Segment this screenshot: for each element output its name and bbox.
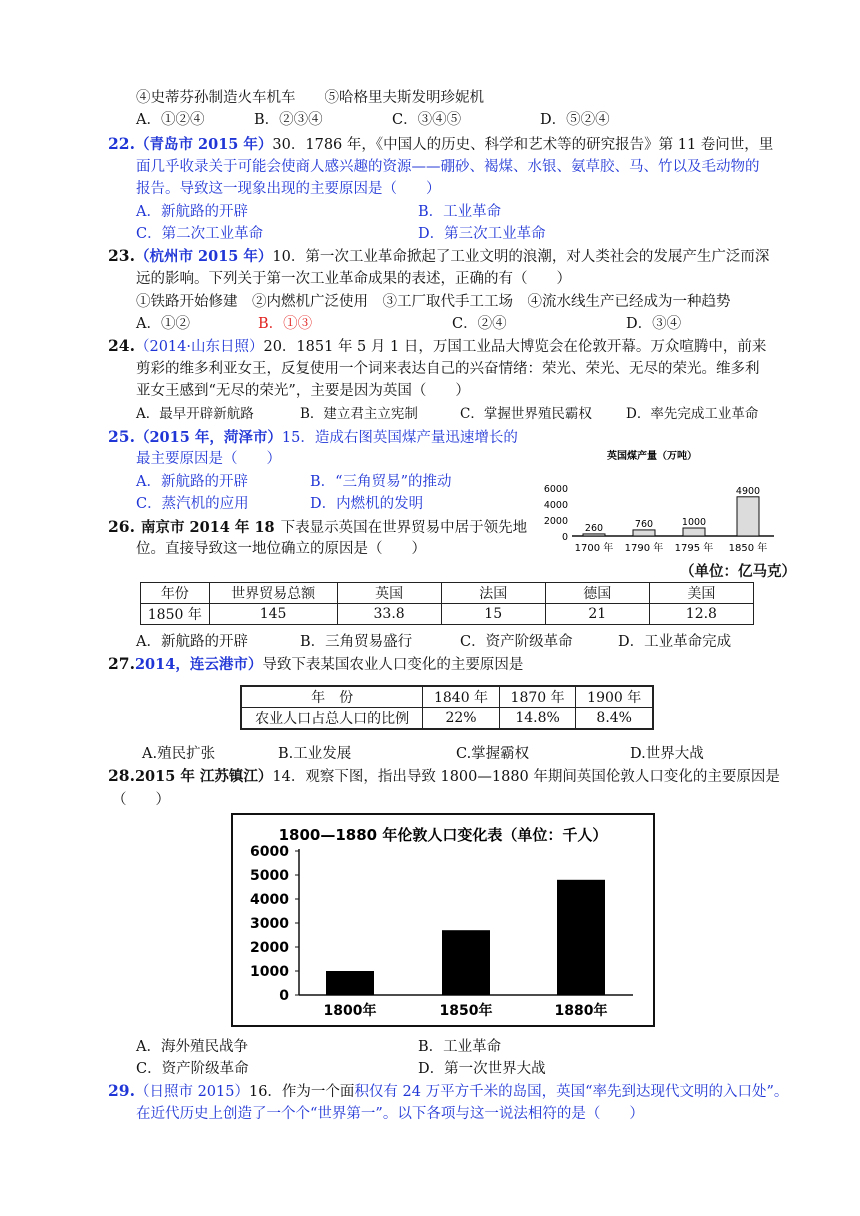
coal-chart: [532, 446, 782, 558]
table-cell: 15: [441, 604, 545, 625]
london-y-tick-label: 4000: [250, 892, 289, 908]
coal-bar: [633, 530, 655, 536]
table-header-cell: 美国: [649, 583, 753, 604]
q21-option-b[interactable]: B．②③④: [254, 112, 323, 128]
london-x-tick-label: 1880年: [554, 1003, 608, 1019]
table-header-cell: 德国: [545, 583, 649, 604]
q29-stem-line1: [108, 1081, 788, 1102]
q22-number: 22.: [108, 134, 135, 153]
london-chart-title: 1800—1880 年伦敦人口变化表（单位：千人）: [278, 826, 608, 844]
table-cell: 14.8%: [499, 708, 576, 730]
q22-option-b[interactable]: B．工业革命: [418, 204, 502, 220]
london-y-tick-label: 3000: [250, 916, 289, 932]
q28-text: 14．观察下图，指出导致 1800—1880 年期间英国伦敦人口变化的主要原因是: [272, 769, 780, 785]
table-cell: 33.8: [337, 604, 441, 625]
q23-option-a[interactable]: A．①②: [136, 316, 190, 332]
q26-trade-table: [140, 582, 754, 625]
coal-chart-svg: [532, 446, 782, 558]
london-y-tick-label: 1000: [250, 964, 289, 980]
q23-option-b[interactable]: B．①③: [258, 316, 313, 332]
q22-stem-line1: [108, 134, 773, 155]
q23-option-c[interactable]: C．②④: [452, 316, 507, 332]
table-header-cell: 年份: [141, 583, 210, 604]
london-x-tick-label: 1800年: [323, 1003, 377, 1019]
q27-text: 导致下表某国农业人口变化的主要原因是: [262, 657, 524, 673]
q28-option-d[interactable]: D．第一次世界大战: [418, 1061, 546, 1077]
london-chart-svg: [233, 815, 653, 1025]
q24-stem-line2: 剪彩的维多利亚女王，反复使用一个词来表达自己的兴奋情绪：荣光、荣光、无尽的荣光。维多利: [136, 361, 760, 377]
table-header-cell: 法国: [441, 583, 545, 604]
q29-number: 29.: [108, 1081, 135, 1100]
london-y-tick-label: 2000: [250, 940, 289, 956]
london-x-tick-label: 1850年: [439, 1003, 493, 1019]
coal-bar: [583, 534, 605, 536]
q24-option-d[interactable]: D．率先完成工业革命: [626, 406, 759, 422]
coal-y-tick-label: 4000: [543, 500, 568, 511]
q27-agri-table: [240, 685, 654, 730]
q28-option-a[interactable]: A．海外殖民战争: [136, 1039, 248, 1055]
coal-x-tick-label: 1700 年: [574, 543, 614, 554]
coal-bar: [737, 497, 759, 536]
coal-data-label: 4900: [735, 485, 761, 497]
q29-text-a: 16．作为一个面: [248, 1084, 355, 1100]
coal-x-tick-label: 1790 年: [624, 543, 664, 554]
coal-bar: [683, 528, 705, 536]
q23-stem-line2: 远的影响。下列关于第一次工业革命成果的表述，正确的有（ ）: [136, 271, 571, 287]
q21-items: ④史蒂芬孙制造火车机车 ⑤哈格里夫斯发明珍妮机: [136, 90, 484, 106]
table-cell: 农业人口占总人口的比例: [241, 708, 423, 730]
table-header-cell: 世界贸易总额: [209, 583, 337, 604]
q22-text: 30．1786 年，《中国人的历史、科学和艺术等的研究报告》第 11 卷问世，里: [272, 137, 774, 153]
table-row: [141, 604, 754, 625]
q21-option-a[interactable]: A．①②④: [136, 112, 205, 128]
q28-stem-line2: （ ）: [112, 792, 170, 808]
q23-source: （杭州市 2015 年）: [134, 248, 273, 265]
q26-text: 下表显示英国在世界贸易中居于领先地: [280, 520, 528, 536]
table-cell: 22%: [423, 708, 500, 730]
coal-data-label: 760: [634, 518, 654, 530]
q25-source: （2015 年，菏泽市）: [134, 429, 282, 446]
q25-option-a[interactable]: A．新航路的开辟: [136, 474, 248, 490]
table-header-cell: 年 份: [241, 686, 423, 708]
q24-source: （2014·山东日照）: [134, 339, 264, 355]
london-y-tick-label: 6000: [250, 844, 289, 860]
q26-option-a[interactable]: A．新航路的开辟: [136, 634, 248, 650]
q25-text: 15．造成右图英国煤产量迅速增长的: [281, 430, 518, 446]
q24-option-c[interactable]: C．掌握世界殖民霸权: [460, 406, 592, 422]
q25-stem-line2: 最主要原因是（ ）: [136, 451, 281, 467]
table-header-cell: 1840 年: [423, 686, 500, 708]
london-chart: [231, 813, 655, 1027]
table-header-cell: 1870 年: [499, 686, 576, 708]
table-header-cell: 1900 年: [576, 686, 653, 708]
q29-source: （日照市 2015）: [134, 1084, 249, 1100]
q26-unit: （单位：亿马克）: [680, 563, 796, 580]
q27-option-a[interactable]: A.殖民扩张: [142, 746, 216, 762]
q26-option-b[interactable]: B．三角贸易盛行: [300, 634, 413, 650]
q26-option-d[interactable]: D．工业革命完成: [618, 634, 732, 650]
table-row: [141, 583, 754, 604]
q25-option-c[interactable]: C．蒸汽机的应用: [136, 496, 249, 512]
q25-stem-line1: [108, 427, 518, 448]
q22-stem-line2: 面几乎收录关于可能会使商人感兴趣的资源——硼砂、褐煤、水银、氨草胶、马、竹以及毛动物的: [136, 159, 760, 175]
q22-option-d[interactable]: D．第三次工业革命: [418, 226, 546, 242]
coal-y-tick-label: 6000: [543, 484, 568, 495]
q24-option-a[interactable]: A．最早开辟新航路: [136, 406, 254, 422]
q25-option-d[interactable]: D．内燃机的发明: [310, 496, 424, 512]
q28-option-b[interactable]: B．工业革命: [418, 1039, 502, 1055]
q23-number: 23.: [108, 246, 135, 265]
q26-stem-line1: [108, 517, 527, 538]
q25-option-b[interactable]: B．“三角贸易”的推动: [310, 474, 452, 490]
q24-stem-line1: [108, 336, 766, 357]
table-row: [241, 708, 653, 730]
q21-option-d[interactable]: D．⑤②④: [540, 112, 610, 128]
coal-chart-title: 英国煤产量（万吨）: [607, 451, 697, 462]
q25-number: 25.: [108, 427, 135, 446]
table-row: [241, 686, 653, 708]
table-cell: 12.8: [649, 604, 753, 625]
q28-stem-line1: [108, 766, 780, 787]
q28-option-c[interactable]: C．资产阶级革命: [136, 1061, 249, 1077]
q27-stem-line1: [108, 654, 523, 675]
coal-y-tick-label: 0: [561, 532, 568, 543]
table-cell: 1850 年: [141, 604, 210, 625]
table-cell: 21: [545, 604, 649, 625]
q23-items: ①铁路开始修建 ②内燃机广泛使用 ③工厂取代手工工场 ④流水线生产已经成为一种趋势: [136, 294, 731, 310]
q27-number: 27.: [108, 654, 135, 673]
coal-data-label: 1000: [681, 517, 707, 528]
q23-option-d[interactable]: D．③④: [626, 316, 682, 332]
table-header-cell: 英国: [337, 583, 441, 604]
q23-stem-line1: [108, 246, 769, 267]
q22-option-a[interactable]: A．新航路的开辟: [136, 204, 248, 220]
q22-stem-line3: 报告。导致这一现象出现的主要原因是（ ）: [136, 181, 441, 197]
q24-text: 20．1851 年 5 月 1 日，万国工业品大博览会在伦敦开幕。万众喧腾中，前来: [263, 339, 767, 355]
london-bar: [557, 880, 605, 995]
q26-option-c[interactable]: C．资产阶级革命: [460, 634, 573, 650]
table-cell: 145: [209, 604, 337, 625]
q22-source: （青岛市 2015 年）: [134, 136, 273, 153]
table-cell: 8.4%: [576, 708, 653, 730]
q29-text-b: 积仅有 24 万平方千米的岛国，英国“率先到达现代文明的入口处”。: [354, 1084, 789, 1100]
q22-option-c[interactable]: C．第二次工业革命: [136, 226, 264, 242]
q26-number: 26.: [108, 517, 135, 536]
q28-number: 28.: [108, 766, 135, 785]
q27-option-d[interactable]: D.世界大战: [630, 746, 704, 762]
q21-option-c[interactable]: C．③④⑤: [392, 112, 462, 128]
q28-source: 2015 年 江苏镇江）: [134, 768, 273, 785]
q27-source: 2014，连云港市）: [134, 656, 263, 673]
london-y-tick-label: 0: [279, 988, 289, 1004]
q26-stem-line2: 位。直接导致这一地位确立的原因是（ ）: [136, 541, 426, 557]
q26-source: 南京市 2014 年 18: [140, 519, 275, 536]
q23-text: 10．第一次工业革命掀起了工业文明的浪潮，对人类社会的发展产生广泛而深: [272, 249, 770, 265]
coal-data-label: 260: [584, 522, 604, 534]
coal-x-tick-label: 1795 年: [674, 543, 714, 554]
london-bar: [442, 930, 490, 995]
london-y-tick-label: 5000: [250, 868, 289, 884]
coal-y-tick-label: 2000: [543, 516, 568, 527]
q29-stem-line2: 在近代历史上创造了一个个“世界第一”。以下各项与这一说法相符的是（ ）: [136, 1106, 644, 1122]
q24-stem-line3: 亚女王感到“无尽的荣光”，主要是因为英国（ ）: [136, 383, 470, 399]
q27-option-b[interactable]: B.工业发展: [278, 746, 352, 762]
london-bar: [326, 971, 374, 995]
q24-number: 24.: [108, 336, 135, 355]
coal-x-tick-label: 1850 年: [728, 543, 768, 554]
q24-option-b[interactable]: B．建立君主立宪制: [300, 406, 418, 422]
q27-option-c[interactable]: C.掌握霸权: [456, 746, 530, 762]
